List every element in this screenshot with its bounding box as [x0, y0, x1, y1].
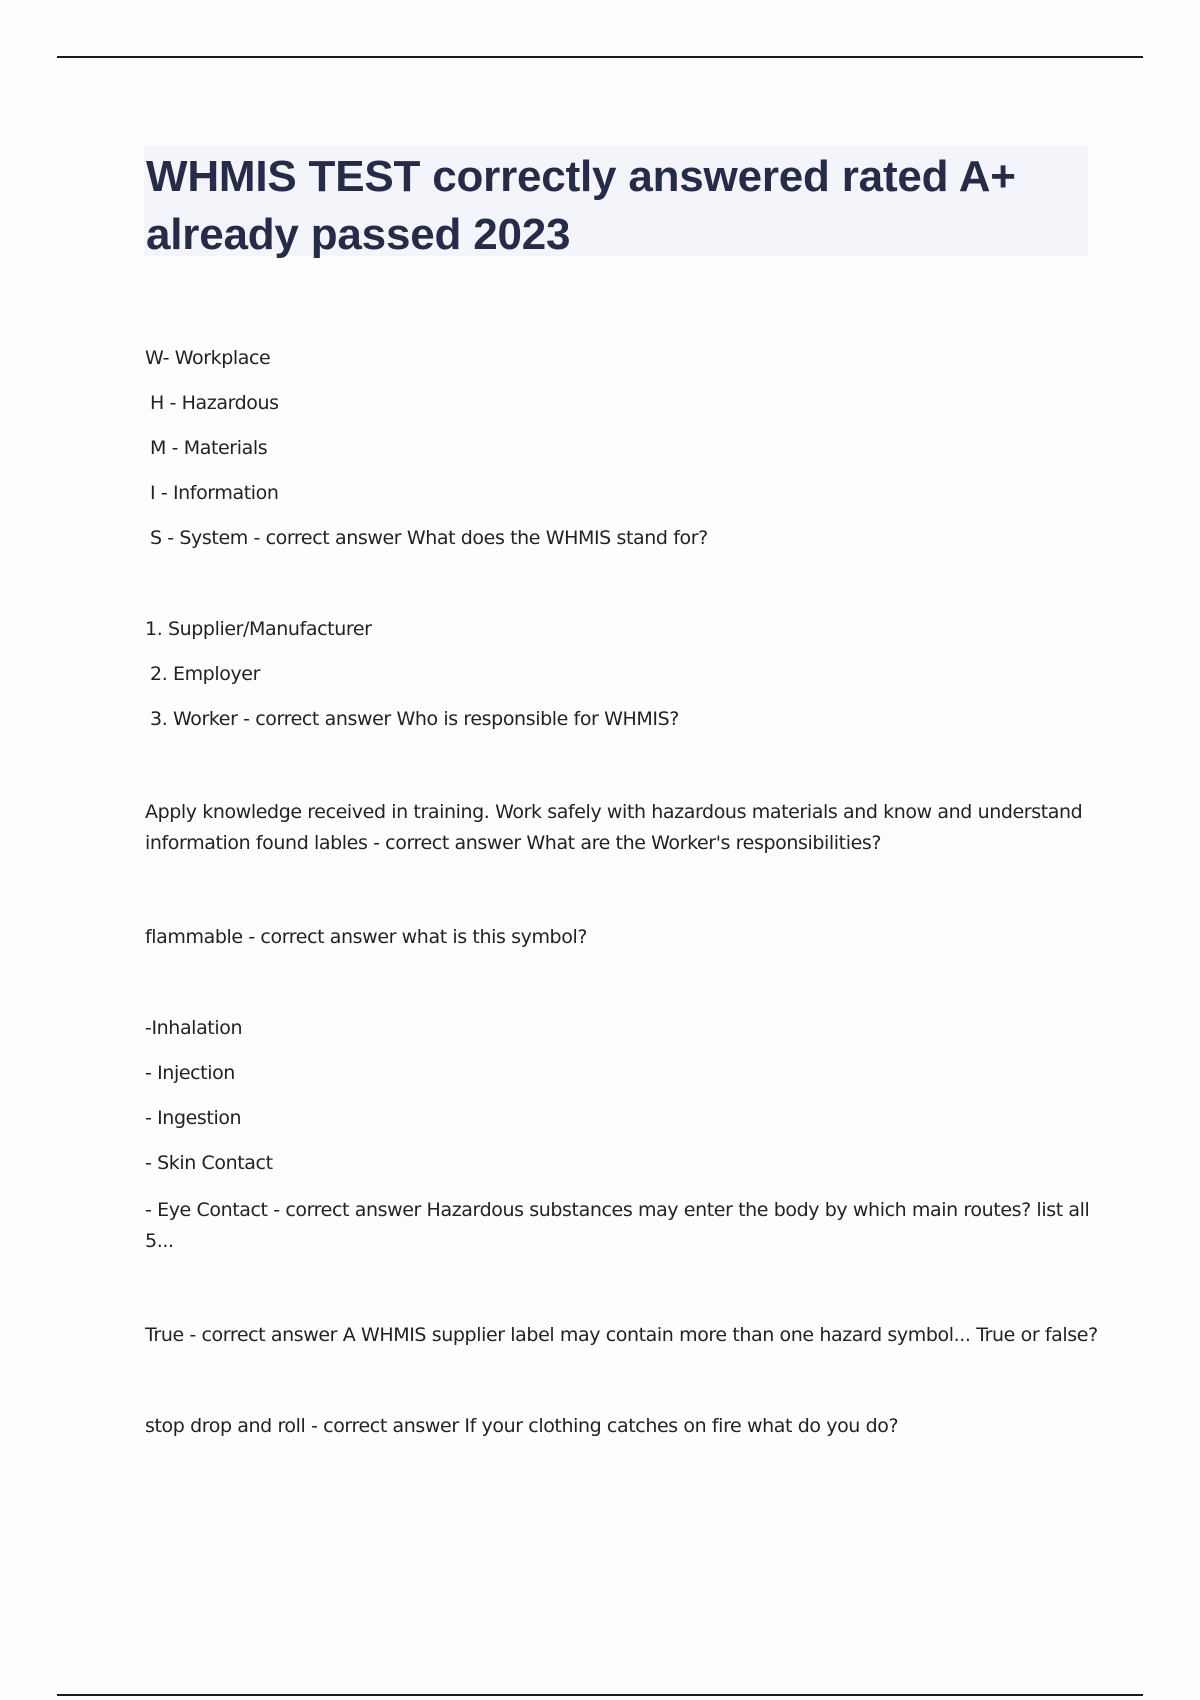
answer-line: W- Workplace	[145, 347, 271, 369]
answer-line: - Ingestion	[145, 1107, 242, 1129]
spacer	[145, 551, 1095, 616]
qa-item	[145, 616, 1095, 732]
qa-item	[145, 797, 1095, 859]
spacer	[145, 1348, 1095, 1413]
answer-line: - Injection	[145, 1062, 235, 1084]
top-rule	[57, 56, 1143, 58]
qa-item	[145, 345, 1095, 551]
qa-item	[145, 1413, 1095, 1439]
question-line: S - System - correct answer What does the WHMIS stand for?	[150, 527, 708, 549]
spacer	[145, 950, 1095, 1015]
qa-item	[145, 924, 1095, 950]
qa-item	[145, 1015, 1095, 1257]
spacer	[145, 1257, 1095, 1322]
answer-line: 1. Supplier/Manufacturer	[145, 618, 372, 640]
answer-line: - Skin Contact	[145, 1152, 273, 1174]
qa-item	[145, 1322, 1098, 1348]
document-body	[145, 345, 1098, 1439]
question-line: flammable - correct answer what is this symbol?	[145, 926, 588, 948]
spacer	[145, 732, 1095, 797]
answer-line: 2. Employer	[150, 663, 260, 685]
bottom-rule	[57, 1694, 1143, 1696]
answer-line: H - Hazardous	[150, 392, 279, 414]
answer-line: M - Materials	[150, 437, 268, 459]
answer-line: -Inhalation	[145, 1017, 243, 1039]
question-line: 3. Worker - correct answer Who is responsible for WHMIS?	[150, 708, 679, 730]
question-line: - Eye Contact - correct answer Hazardous substances may enter the body by which main routes? list all 5...	[145, 1199, 1090, 1252]
question-line: Apply knowledge received in training. Work safely with hazardous materials and know and understand information found lables - correct answer What are the Worker's responsibilities?	[145, 801, 1083, 854]
spacer	[145, 859, 1095, 924]
answer-line: I - Information	[150, 482, 279, 504]
question-line: True - correct answer A WHMIS supplier label may contain more than one hazard symbol... True or false?	[145, 1324, 1098, 1346]
question-line: stop drop and roll - correct answer If your clothing catches on fire what do you do?	[145, 1415, 899, 1437]
page-title: WHMIS TEST correctly answered rated A+ already passed 2023	[146, 152, 1016, 259]
